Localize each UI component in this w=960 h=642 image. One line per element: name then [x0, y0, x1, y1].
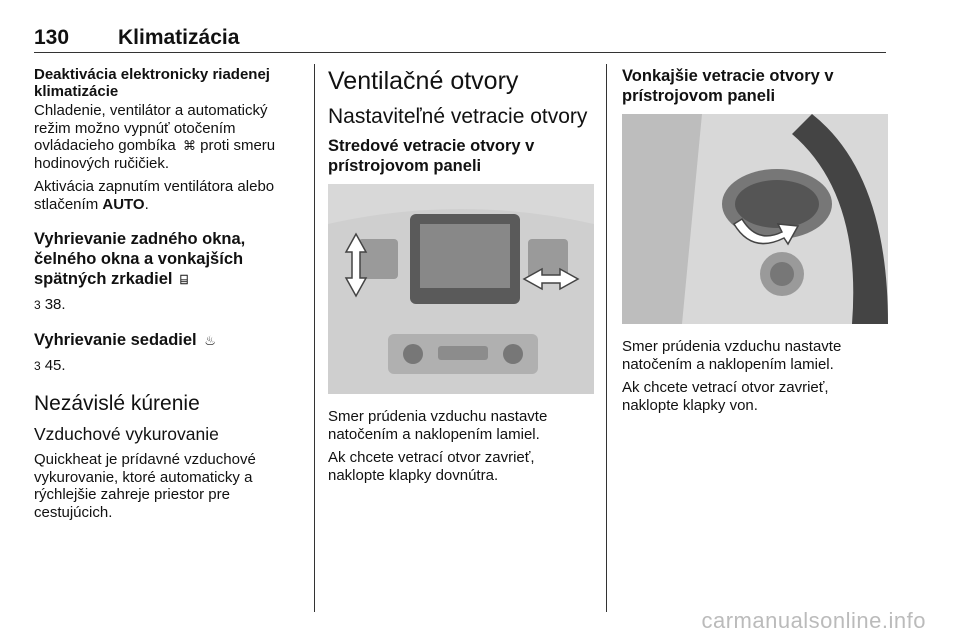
section-title-heating-windows: [34, 229, 302, 290]
page-number: 130: [34, 26, 70, 49]
page-header: [34, 24, 886, 53]
column-left: [34, 66, 302, 527]
text: Vyhrievanie zadného okna, čelného okna a vonkajších spätných zrkadiel: [34, 230, 246, 288]
center-vents-figure: [328, 184, 594, 394]
page-reference: [34, 296, 302, 314]
section-title-independent-heating: Nezávislé kúrenie: [34, 392, 200, 415]
rear-window-heating-icon: ⌸: [180, 272, 188, 287]
paragraph: [34, 102, 302, 172]
column-right: [622, 66, 888, 420]
text: 45.: [44, 357, 66, 374]
paragraph: Smer prúdenia vzduchu nastavte natočením a naklopením lamiel.: [622, 338, 842, 373]
auto-keyword: AUTO: [102, 195, 145, 213]
text: proti smeru hodinových ručičiek.: [34, 137, 276, 172]
column-middle: [328, 66, 594, 490]
section-title-center-vents: Stredové vetracie otvory v prístrojovom paneli: [328, 137, 535, 175]
section-title-deactivation: Deaktivácia elektronicky riadenej klimatizácie: [34, 66, 270, 100]
reference-icon: 3: [34, 298, 41, 312]
side-vent-illustration: [622, 114, 888, 324]
text: .: [144, 195, 149, 213]
outer-vents-figure: [622, 114, 888, 324]
dashboard-illustration: [328, 184, 594, 394]
section-title-seat-heating: [34, 330, 302, 351]
watermark: carmanualsonline.info: [701, 608, 926, 633]
chapter-heading: Ventilačné otvory: [328, 67, 519, 95]
reference-icon: 3: [34, 359, 41, 373]
paragraph: Ak chcete vetrací otvor zavrieť, naklopte klapky von.: [622, 379, 829, 414]
chapter-title: Klimatizácia: [118, 26, 240, 49]
paragraph: Ak chcete vetrací otvor zavrieť, naklopte klapky dovnútra.: [328, 449, 535, 484]
text: Aktivácia zapnutím ventilátora alebo stlačením: [34, 178, 275, 213]
section-title-adjustable-vents: Nastaviteľné vetracie otvory: [328, 105, 588, 128]
section-title-outer-vents: Vonkajšie vetracie otvory v prístrojovom paneli: [622, 67, 834, 105]
page-reference: [34, 357, 302, 375]
fan-knob-icon: ⌘: [182, 138, 196, 153]
column-divider: [606, 64, 607, 612]
paragraph: Quickheat je prídavné vzduchové vykurovanie, ktoré automaticky a rýchlejšie zahreje priestor pre cestujúcich.: [34, 451, 256, 521]
paragraph: Smer prúdenia vzduchu nastavte natočením a naklopením lamiel.: [328, 408, 548, 443]
paragraph: [34, 178, 302, 213]
text: Vyhrievanie sedadiel: [34, 331, 197, 349]
section-title-air-heating: Vzduchové vykurovanie: [34, 424, 219, 444]
text: 38.: [44, 296, 66, 313]
column-divider: [314, 64, 315, 612]
seat-heating-icon: ♨: [204, 333, 216, 348]
text: Chladenie, ventilátor a automatický režim možno vypnúť otočením ovládacieho gombíka: [34, 102, 268, 154]
